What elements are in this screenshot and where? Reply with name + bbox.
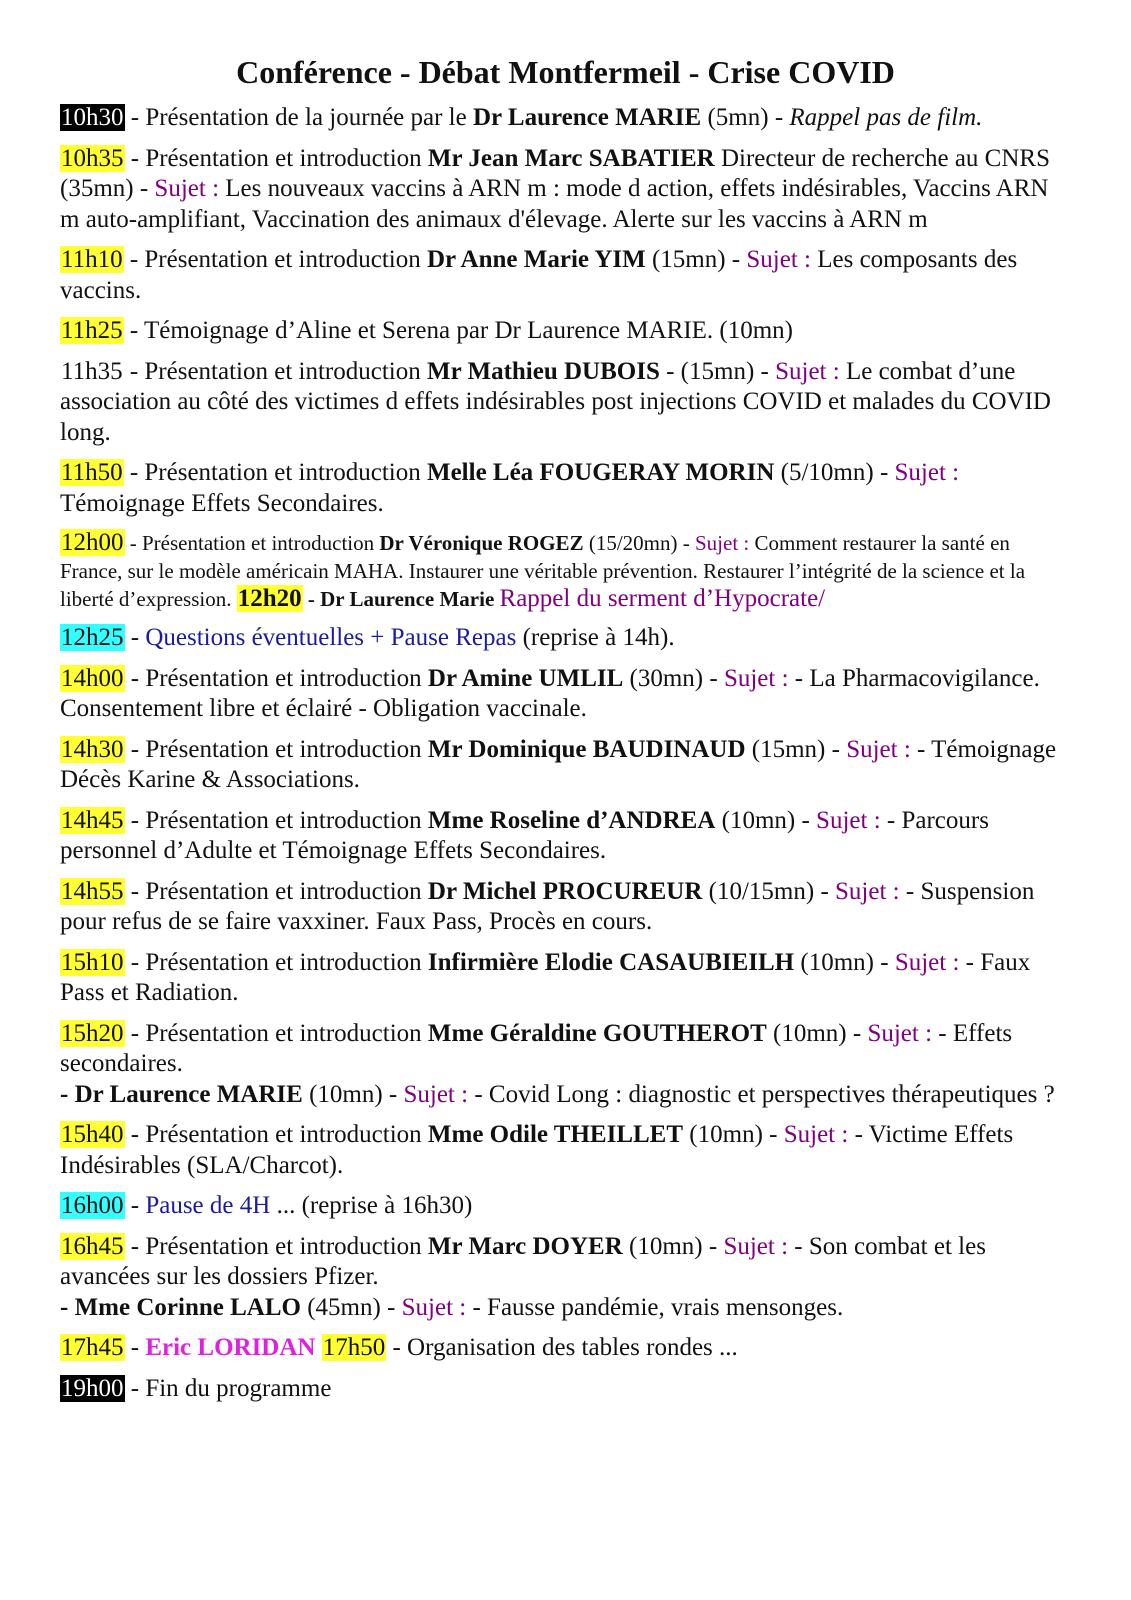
time-badge: 12h00: [61, 529, 124, 556]
entry-text: - Présentation et introduction: [123, 357, 427, 385]
entry-note: Rappel pas de film.: [789, 104, 983, 131]
entry-text: -: [124, 624, 146, 651]
entry-text: (30mn) -: [623, 664, 724, 692]
entry-subject: - Faux Pass et Radiation.: [60, 948, 1031, 1006]
time-badge: 19h00: [61, 1374, 124, 1402]
sujet-label: Sujet :: [403, 1080, 469, 1108]
time-badge: 14h55: [61, 877, 124, 905]
speaker-name: Dr Michel PROCUREUR: [427, 877, 703, 905]
sujet-label: Sujet :: [775, 357, 840, 385]
program-entry-1030: [60, 103, 1070, 134]
entry-text: - Présentation et introduction: [124, 1121, 428, 1148]
sujet-label: Sujet :: [746, 246, 811, 273]
sujet-label: Sujet :: [723, 1232, 789, 1260]
speaker-name: Dr Amine UMLIL: [427, 664, 624, 692]
time-badge: 14h00: [61, 664, 124, 692]
entry-text: (10mn) -: [766, 1019, 868, 1047]
program-entry-1110: [60, 245, 1070, 306]
sujet-label: Sujet :: [835, 877, 900, 905]
pause-label: Pause de 4H: [145, 1192, 271, 1219]
time-badge: 17h45: [61, 1334, 124, 1361]
entry-line: [60, 1232, 1070, 1293]
entry-subject: - Suspension pour refus de se faire vaxxiner. Faux Pass, Procès en cours.: [60, 877, 1035, 935]
entry-note: Rappel du serment d’Hypocrate/: [499, 585, 826, 612]
program-entry-1135: [60, 357, 1070, 449]
sujet-label: Sujet :: [694, 531, 750, 555]
entry-subject: Comment restaurer la santé en France, sur le modèle américain MAHA. Instaurer une véritable prévention. Restaurer l’intégrité de la science et la liberté d’expression.: [60, 531, 1026, 611]
speaker-name: Dr Véronique ROGEZ: [379, 531, 584, 555]
time-badge: 15h20: [61, 1019, 124, 1047]
speaker-name: Dr Anne Marie YIM: [426, 246, 646, 273]
entry-text: (45mn) -: [300, 1293, 402, 1321]
program-entry-1400: [60, 664, 1070, 725]
program-entry-1125: [60, 316, 1070, 347]
entry-line: [60, 1019, 1070, 1080]
speaker-name: Mr Mathieu DUBOIS: [426, 357, 660, 385]
time-badge: 14h45: [61, 806, 124, 834]
sujet-label: Sujet :: [894, 948, 960, 976]
entry-text: - Présentation de la journée par le: [124, 104, 473, 131]
time-badge: 15h10: [61, 948, 124, 976]
speaker-name: - Dr Laurence MARIE: [60, 1080, 303, 1108]
entry-text: - (15mn) -: [659, 357, 776, 385]
entry-text: - Présentation et introduction: [124, 664, 428, 692]
speaker-name: Eric LORIDAN: [145, 1334, 316, 1361]
sujet-label: Sujet :: [401, 1293, 467, 1321]
entry-text: - Présentation et introduction: [123, 459, 427, 486]
sujet-label: Sujet :: [867, 1019, 933, 1047]
time-badge: 16h00: [61, 1192, 124, 1219]
time-badge-secondary: 12h20: [237, 585, 302, 612]
entry-text: (15/20mn) -: [583, 531, 695, 555]
program-entry-1455: [60, 877, 1070, 938]
entry-text: - Présentation et introduction: [124, 1019, 428, 1047]
speaker-name: Mme Roseline d’ANDREA: [427, 806, 716, 834]
program-entry-1645: [60, 1232, 1070, 1324]
page-title: Conférence - Débat Montfermeil - Crise COVID: [236, 54, 895, 90]
entry-sub-line: [60, 1080, 1070, 1111]
sujet-label: Sujet :: [846, 735, 911, 763]
speaker-name: Mr Dominique BAUDINAUD: [427, 735, 746, 763]
sujet-label: Sujet :: [816, 806, 881, 834]
entry-text: (10mn) -: [683, 1121, 784, 1148]
entry-text: - Présentation et introduction: [124, 948, 428, 976]
entry-text: - Présentation et introduction: [124, 531, 380, 555]
entry-text: (reprise à 14h).: [516, 624, 675, 651]
speaker-name: Mr Jean Marc SABATIER: [427, 144, 715, 172]
entry-subject: - Victime Effets Indésirables (SLA/Charcot).: [60, 1121, 1014, 1179]
entry-text: - Présentation et introduction: [124, 1232, 428, 1260]
entry-text: -: [124, 1334, 146, 1361]
entry-text: - Présentation et introduction: [124, 877, 428, 905]
speaker-name: - Mme Corinne LALO: [60, 1293, 301, 1321]
entry-subject: - Effets secondaires.: [60, 1019, 1013, 1077]
program-entry-1035: [60, 144, 1070, 236]
program-entry-1520: [60, 1019, 1070, 1111]
entry-subject: Témoignage Effets Secondaires.: [60, 489, 384, 517]
program-entry-1600: [60, 1191, 1070, 1222]
entry-subject: - Fausse pandémie, vrais mensonges.: [466, 1293, 844, 1321]
sujet-label: Sujet :: [723, 664, 789, 692]
entry-text: (10mn) -: [622, 1232, 724, 1260]
speaker-name: Mme Géraldine GOUTHEROT: [427, 1019, 767, 1047]
entry-subject: - Son combat et les avancées sur les dossiers Pfizer.: [60, 1232, 986, 1290]
entry-text: ... (reprise à 16h30): [270, 1192, 473, 1219]
entry-text: (5mn) -: [701, 104, 790, 131]
time-badge: 14h30: [61, 735, 124, 763]
entry-text: -: [124, 1192, 146, 1219]
entry-text: - Organisation des tables rondes ...: [386, 1334, 738, 1361]
program-entry-1430: [60, 735, 1070, 796]
program-entry-1225: [60, 623, 1070, 654]
entry-text: (10mn) -: [302, 1080, 404, 1108]
speaker-name: Mr Marc DOYER: [427, 1232, 623, 1260]
entry-text: - Témoignage d’Aline et Serena par Dr Laurence MARIE. (10mn): [123, 317, 794, 344]
program-entry-1510: [60, 948, 1070, 1009]
time-badge: 11h25: [61, 317, 123, 344]
sujet-label: Sujet :: [894, 459, 960, 486]
entry-subject: Les nouveaux vaccins à ARN m : mode d action, effets indésirables, Vaccins ARN m auto-amplifiant, Vaccination des animaux d'élevage. Alerte sur les vaccins à ARN m: [60, 175, 1049, 233]
time-badge: 11h35: [61, 357, 123, 385]
speaker-name: Mme Odile THEILLET: [427, 1121, 684, 1148]
time-badge: 12h25: [61, 624, 124, 651]
entry-subject: - La Pharmacovigilance. Consentement libre et éclairé - Obligation vaccinale.: [60, 664, 1040, 722]
entry-text: (10mn) -: [715, 806, 817, 834]
entry-text: (15mn) -: [645, 246, 747, 273]
entry-text: - Présentation et introduction: [124, 735, 428, 763]
entry-text: (10mn) -: [794, 948, 895, 976]
time-badge: 15h40: [61, 1121, 124, 1148]
entry-subject: Les composants des vaccins.: [60, 246, 1018, 304]
entry-text: - Présentation et introduction: [123, 246, 427, 273]
entry-subject: - Témoignage Décès Karine & Associations.: [60, 735, 1057, 793]
entry-text: - Présentation et introduction: [124, 144, 428, 172]
entry-subject: - Parcours personnel d’Adulte et Témoignage Effets Secondaires.: [60, 806, 989, 864]
entry-text: (15mn) -: [745, 735, 847, 763]
entry-text: - Présentation et introduction: [124, 806, 428, 834]
speaker-name: - Dr Laurence Marie: [302, 587, 500, 611]
entry-text: Directeur de recherche au CNRS (35mn) -: [60, 144, 1050, 202]
time-badge-secondary: 17h50: [322, 1334, 386, 1361]
time-badge: 11h10: [61, 246, 123, 273]
program-entry-1150: [60, 458, 1070, 519]
time-badge: 16h45: [61, 1232, 124, 1260]
entry-text: - Fin du programme: [124, 1374, 332, 1402]
program-entry-1745: [60, 1333, 1070, 1364]
program-entry-1445: [60, 806, 1070, 867]
time-badge: 11h50: [61, 459, 123, 486]
entry-sub-line: [60, 1293, 1070, 1324]
program-entry-1200: [60, 529, 1070, 613]
entry-subject: Le combat d’une association au côté des victimes d effets indésirables post injections COVID et malades du COVID long.: [60, 357, 1051, 446]
entry-text: (5/10mn) -: [774, 459, 895, 486]
entry-subject: - Covid Long : diagnostic et perspectives thérapeutiques ?: [468, 1080, 1055, 1108]
sujet-label: Sujet :: [783, 1121, 849, 1148]
pause-label: Questions éventuelles + Pause Repas: [145, 624, 517, 651]
program-entry-1540: [60, 1120, 1070, 1181]
speaker-name: Infirmière Elodie CASAUBIEILH: [427, 948, 795, 976]
program-entry-1900: [60, 1374, 1070, 1405]
sujet-label: Sujet :: [154, 175, 220, 202]
program-list: [60, 103, 1070, 1414]
entry-text: (10/15mn) -: [702, 877, 836, 905]
speaker-name: Melle Léa FOUGERAY MORIN: [426, 459, 775, 486]
time-badge: 10h35: [61, 144, 124, 172]
time-badge: 10h30: [61, 104, 124, 131]
speaker-name: Dr Laurence MARIE: [472, 104, 702, 131]
